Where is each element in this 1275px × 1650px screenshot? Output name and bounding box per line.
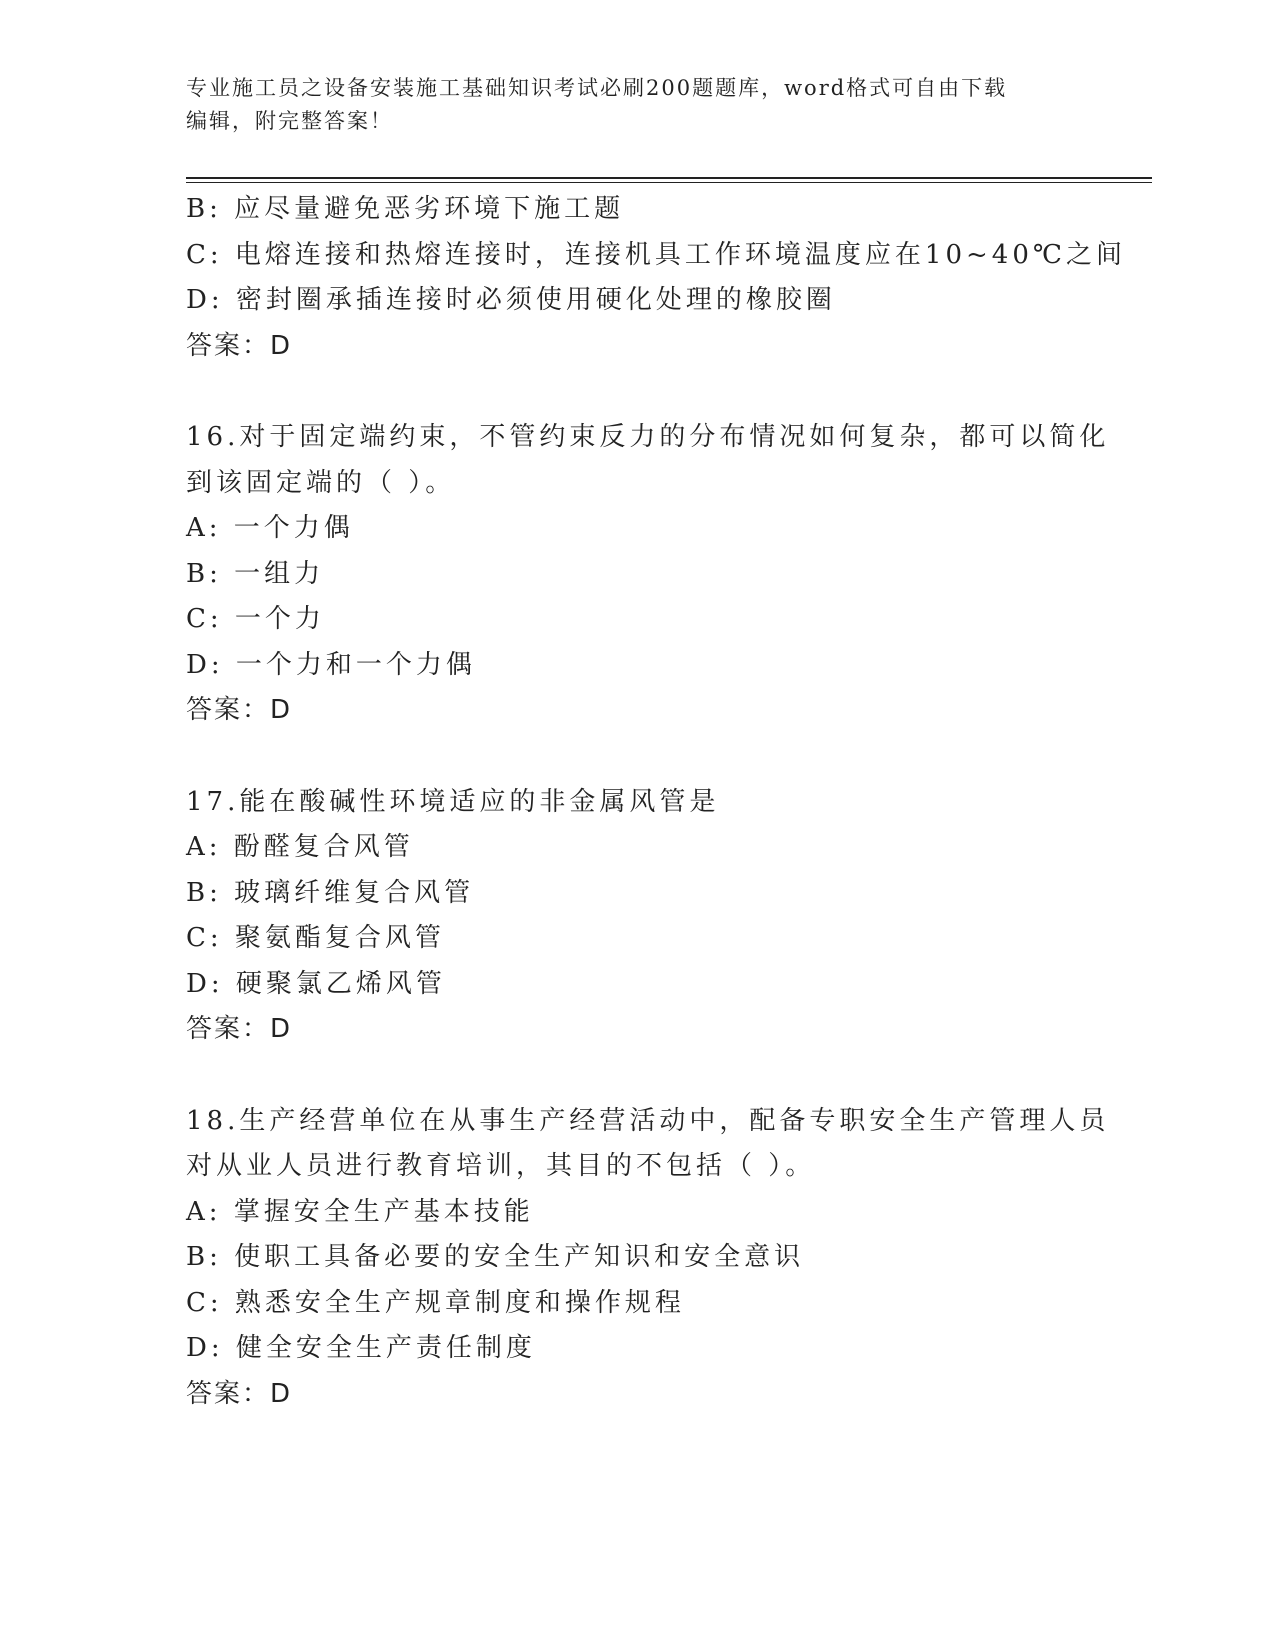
spacer: [186, 1053, 1086, 1099]
option-d: D: 硬聚氯乙烯风管: [186, 968, 446, 999]
spacer: [186, 734, 1086, 780]
question-stem-cont: 到该固定端的（ ）。: [186, 467, 456, 498]
answer-line: 答案：D: [186, 1378, 293, 1409]
header-title-line-1: 专业施工员之设备安装施工基础知识考试必刷200题题库，word格式可自由下载: [186, 76, 1008, 100]
answer-line: 答案：D: [186, 330, 293, 361]
option-c: C: 电熔连接和热熔连接时，连接机具工作环境温度应在10~40℃之间: [186, 239, 1126, 270]
question-18: [186, 1099, 1110, 1418]
option-d: D: 一个力和一个力偶: [186, 649, 476, 680]
question-stem: 18.生产经营单位在从事生产经营活动中，配备专职安全生产管理人员: [186, 1105, 1110, 1136]
question-17: [186, 780, 1086, 1053]
question-15-tail: [186, 187, 1126, 369]
header-divider-thin: [186, 182, 1152, 183]
option-b: B: 应尽量避免恶劣环境下施工题: [186, 194, 625, 224]
question-stem-cont: 对从业人员进行教育培训，其目的不包括（ ）。: [186, 1151, 816, 1181]
option-c: C: 熟悉安全生产规章制度和操作规程: [186, 1287, 685, 1318]
option-b: B: 使职工具备必要的安全生产知识和安全意识: [186, 1242, 805, 1272]
option-a: A: 一个力偶: [186, 513, 354, 543]
option-a: A: 酚醛复合风管: [186, 832, 414, 862]
header-divider-thick: [186, 177, 1152, 179]
option-d: D: 密封圈承插连接时必须使用硬化处理的橡胶圈: [186, 285, 836, 315]
option-b: B: 玻璃纤维复合风管: [186, 877, 475, 908]
option-b: B: 一组力: [186, 558, 325, 589]
document-header: [186, 72, 1086, 138]
option-c: C: 一个力: [186, 604, 325, 634]
question-16: [186, 415, 1110, 734]
answer-line: 答案：D: [186, 1014, 293, 1044]
option-c: C: 聚氨酯复合风管: [186, 923, 445, 953]
answer-line: 答案：D: [186, 695, 293, 725]
option-a: A: 掌握安全生产基本技能: [186, 1196, 534, 1227]
header-title-line-2: 编辑，附完整答案！: [186, 109, 393, 133]
question-stem: 16.对于固定端约束，不管约束反力的分布情况如何复杂，都可以简化: [186, 422, 1110, 452]
spacer: [186, 369, 1086, 415]
option-d: D: 健全安全生产责任制度: [186, 1333, 536, 1363]
question-stem: 17.能在酸碱性环境适应的非金属风管是: [186, 786, 720, 817]
question-list: [186, 187, 1126, 1417]
